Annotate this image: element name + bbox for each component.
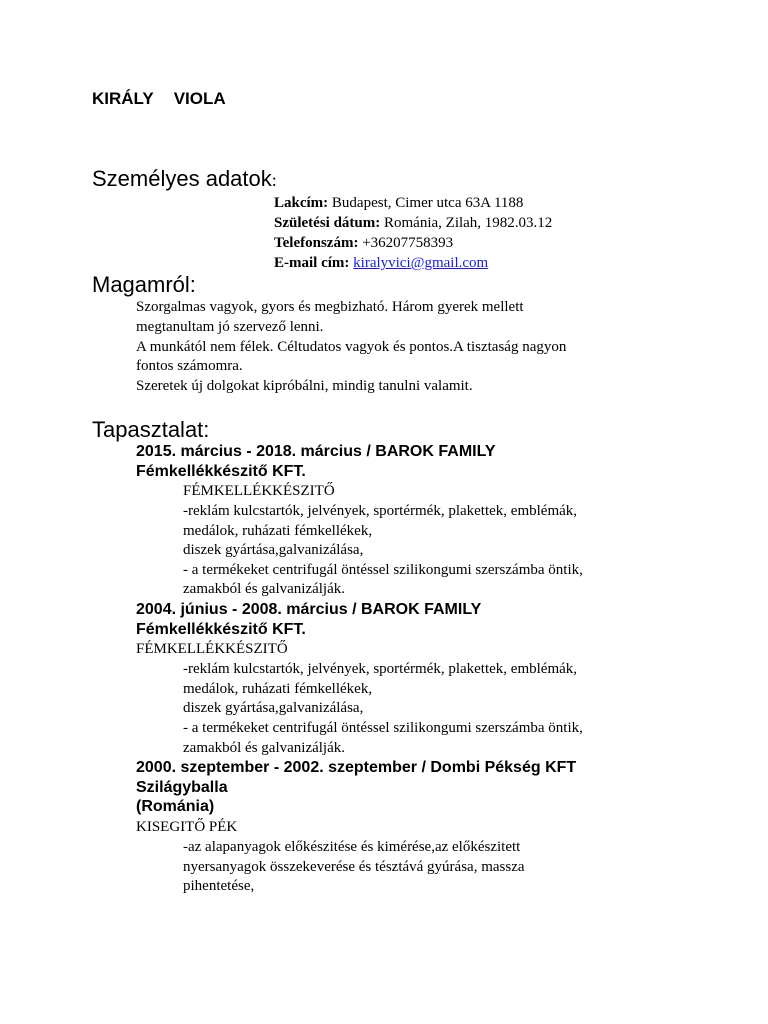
job-title: Fémkellékkészitő KFT.: [136, 463, 306, 480]
job-desc-line: pihentetése,: [183, 878, 255, 894]
job-desc-line: - a termékeket centrifugál öntéssel szilikongumi szerszámba öntik,: [183, 562, 583, 578]
about-line: A munkától nem félek. Céltudatos vagyok és pontos.A tisztaság nagyon: [136, 339, 567, 355]
job-title: 2000. szeptember - 2002. szeptember / Dombi Pékség KFT: [136, 759, 577, 776]
email-label: E-mail cím:: [274, 255, 350, 271]
birth-row: [274, 213, 552, 233]
job-desc-line: diszek gyártása,galvanizálása,: [183, 542, 364, 558]
personal-heading-colon: :: [271, 170, 277, 190]
job-position: FÉMKELLÉKKÉSZITŐ: [183, 483, 335, 499]
email-link[interactable]: kiralyvici@gmail.com: [353, 255, 489, 271]
job-desc-line: diszek gyártása,galvanizálása,: [183, 700, 364, 716]
job-desc-line: -reklám kulcstartók, jelvények, sportérmék, plakettek, emblémák,: [183, 503, 578, 519]
job-title: Fémkellékkészitő KFT.: [136, 621, 306, 638]
about-line: fontos számomra.: [136, 358, 243, 374]
job-title: Szilágyballa: [136, 779, 228, 796]
personal-heading-text: Személyes adatok: [92, 166, 272, 191]
personal-heading: [92, 166, 277, 192]
address-value: Budapest, Cimer utca 63A 1188: [328, 195, 524, 211]
birth-value: Románia, Zilah, 1982.03.12: [380, 215, 553, 231]
about-line: Szeretek új dolgokat kipróbálni, mindig tanulni valamit.: [136, 378, 473, 394]
candidate-name: [92, 89, 226, 109]
job-position: KISEGITŐ PÉK: [136, 819, 238, 835]
address-label: Lakcím:: [274, 195, 329, 211]
job-desc-line: -az alapanyagok előkészitése és kimérése,az előkészitett: [183, 839, 521, 855]
job-desc-line: medálok, ruházati fémkellékek,: [183, 681, 373, 697]
about-line: megtanultam jó szervező lenni.: [136, 319, 324, 335]
job-desc-line: zamakból és galvanizálják.: [183, 740, 346, 756]
job-desc-line: zamakból és galvanizálják.: [183, 581, 346, 597]
last-name: VIOLA: [173, 89, 226, 108]
job-desc-line: -reklám kulcstartók, jelvények, sportérmék, plakettek, emblémák,: [183, 661, 578, 677]
job-desc-line: medálok, ruházati fémkellékek,: [183, 523, 373, 539]
job-desc-line: nyersanyagok összekeverése és tésztává gyúrása, massza: [183, 859, 525, 875]
job-title: (Románia): [136, 798, 215, 815]
job-title: 2015. március - 2018. március / BAROK FAMILY: [136, 443, 496, 460]
job-title: 2004. június - 2008. március / BAROK FAMILY: [136, 601, 482, 618]
about-line: Szorgalmas vagyok, gyors és megbizható. Három gyerek mellett: [136, 299, 524, 315]
address-row: [274, 193, 523, 213]
first-name: KIRÁLY: [92, 89, 154, 108]
job-desc-line: - a termékeket centrifugál öntéssel szilikongumi szerszámba öntik,: [183, 720, 583, 736]
about-heading: Magamról:: [92, 272, 196, 297]
phone-value: +36207758393: [358, 235, 454, 251]
birth-label: Születési dátum:: [274, 215, 381, 231]
experience-heading: Tapasztalat:: [92, 417, 210, 442]
email-row: [274, 253, 488, 273]
phone-label: Telefonszám:: [274, 235, 359, 251]
phone-row: [274, 233, 453, 253]
job-position: FÉMKELLÉKKÉSZITŐ: [136, 641, 288, 657]
